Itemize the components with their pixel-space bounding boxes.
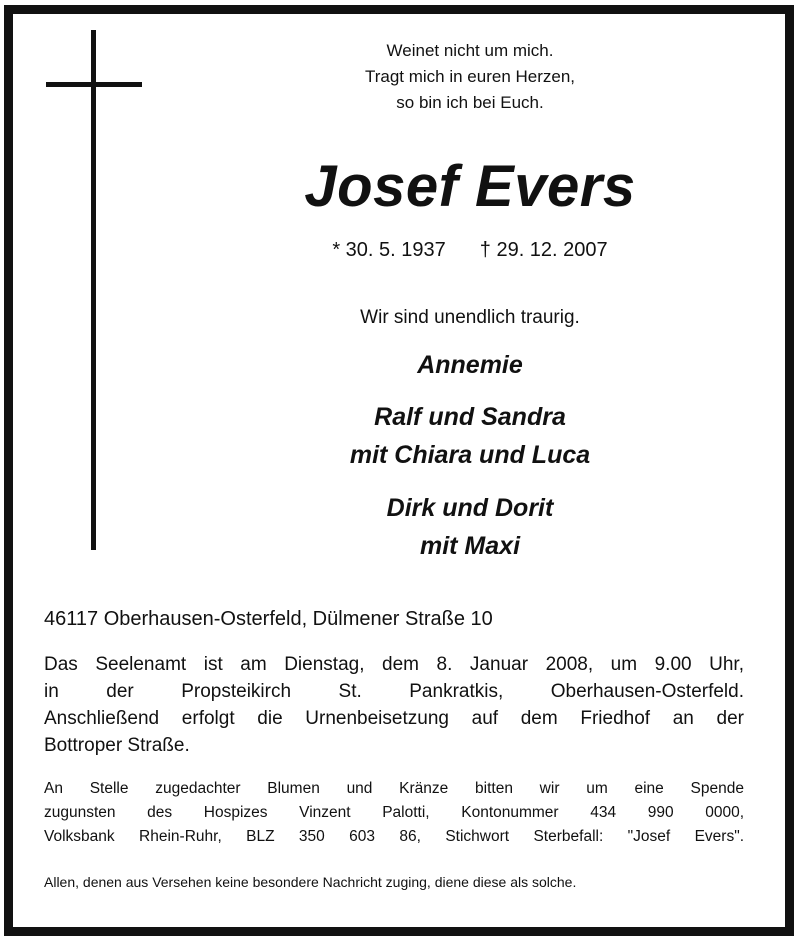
donation-info xyxy=(44,777,744,849)
verse-line: Weinet nicht um mich. xyxy=(386,41,554,60)
verse-line: so bin ich bei Euch. xyxy=(396,93,544,112)
address: 46117 Oberhausen-Osterfeld, Dülmener Straße 10 xyxy=(44,608,493,630)
service-line: Das Seelenamt ist am Dienstag, dem 8. Januar 2008, um 9.00 Uhr, xyxy=(44,654,744,675)
service-line: Bottroper Straße. xyxy=(44,735,190,756)
family-line: mit Chiara und Luca xyxy=(349,441,591,469)
mourning-line: Wir sind unendlich traurig. xyxy=(360,307,580,328)
life-dates xyxy=(240,236,700,264)
family-group xyxy=(240,346,700,384)
family-list xyxy=(240,346,700,580)
family-line: Dirk und Dorit xyxy=(386,494,554,522)
service-line: Anschließend erfolgt die Urnenbeisetzung auf dem Friedhof an der xyxy=(44,708,744,729)
birth-date: * 30. 5. 1937 xyxy=(332,239,446,261)
verse-line: Tragt mich in euren Herzen, xyxy=(364,67,576,86)
service-line: in der Propsteikirch St. Pankratkis, Oberhausen-Osterfeld. xyxy=(44,681,744,702)
family-line: Ralf und Sandra xyxy=(374,403,566,431)
verse xyxy=(240,38,700,116)
family-line: mit Maxi xyxy=(419,532,521,560)
deceased-name: Josef Evers xyxy=(304,154,636,219)
donation-line: An Stelle zugedachter Blumen und Kränze bitten wir um eine Spende xyxy=(44,780,744,797)
footer-note: Allen, denen aus Versehen keine besondere Nachricht zuging, diene diese als solche. xyxy=(44,874,577,890)
death-date: † 29. 12. 2007 xyxy=(479,239,608,261)
family-group xyxy=(240,489,700,565)
cross-icon xyxy=(46,30,146,550)
donation-line: zugunsten des Hospizes Vinzent Palotti, Kontonummer 434 990 0000, xyxy=(44,804,744,821)
family-group xyxy=(240,398,700,474)
donation-line: Volksbank Rhein-Ruhr, BLZ 350 603 86, Stichwort Sterbefall: "Josef Evers". xyxy=(44,828,744,845)
service-info xyxy=(44,651,744,759)
family-line: Annemie xyxy=(417,351,523,379)
